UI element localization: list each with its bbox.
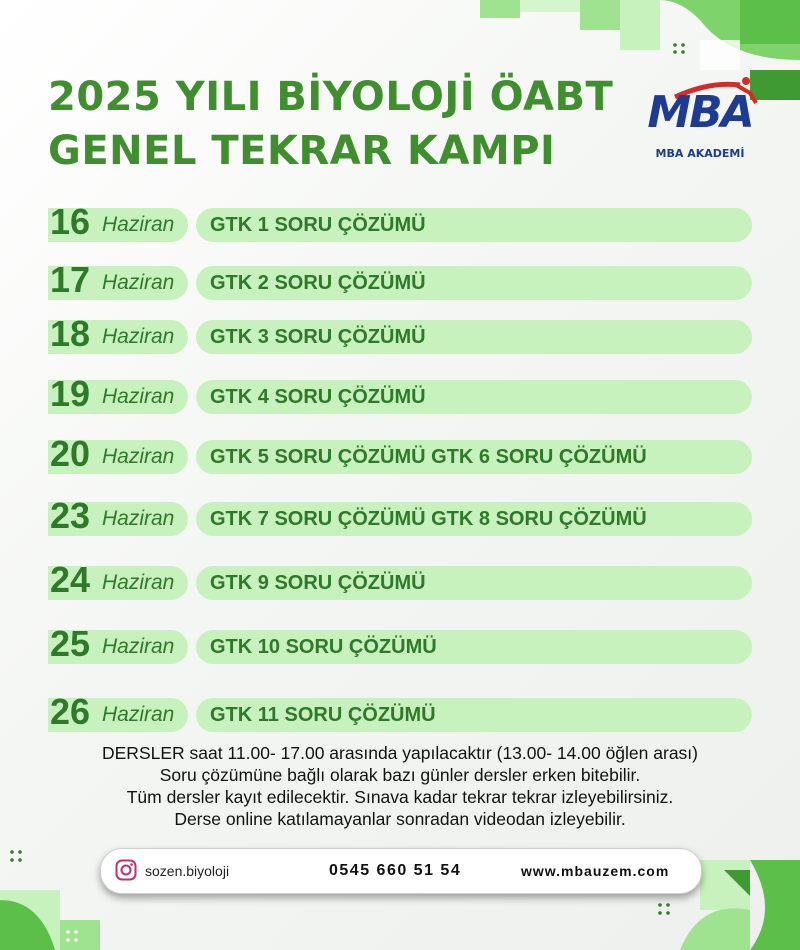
- instagram-icon[interactable]: [115, 859, 137, 881]
- phone-number[interactable]: 0545 660 51 54: [329, 862, 462, 879]
- month-label: Haziran: [102, 385, 175, 408]
- day-number: 25: [50, 623, 91, 664]
- topic-pill: [196, 630, 752, 664]
- logo-mark: MBA: [647, 87, 753, 138]
- day-number: 18: [50, 313, 91, 354]
- contact-bar: [100, 848, 702, 894]
- month-label: Haziran: [102, 635, 175, 658]
- logo-name: MBA AKADEMİ: [655, 147, 745, 160]
- topic-label: GTK 5 SORU ÇÖZÜMÜ GTK 6 SORU ÇÖZÜMÜ: [210, 446, 647, 468]
- instagram-handle[interactable]: sozen.biyoloji: [145, 863, 230, 879]
- bottom-left-decoration: [0, 840, 110, 950]
- month-label: Haziran: [102, 213, 175, 236]
- day-number: 24: [50, 559, 91, 600]
- topic-label: GTK 7 SORU ÇÖZÜMÜ GTK 8 SORU ÇÖZÜMÜ: [210, 508, 647, 530]
- mba-akademi-logo: [640, 85, 760, 175]
- topic-pill: [196, 440, 752, 474]
- page-title: [48, 70, 613, 178]
- schedule-row: [48, 494, 752, 538]
- website-link[interactable]: www.mbauzem.com: [521, 863, 670, 879]
- day-number: 17: [50, 259, 91, 300]
- topic-pill: [196, 266, 752, 300]
- topic-pill: [196, 208, 752, 242]
- topic-label: GTK 11 SORU ÇÖZÜMÜ: [210, 704, 436, 726]
- schedule-row: [48, 690, 752, 734]
- title-line-1: 2025 YILI BİYOLOJİ ÖABT: [48, 74, 614, 120]
- topic-label: GTK 1 SORU ÇÖZÜMÜ: [210, 214, 426, 236]
- topic-label: GTK 4 SORU ÇÖZÜMÜ: [210, 386, 426, 408]
- topic-pill: [196, 502, 752, 536]
- day-number: 23: [50, 495, 91, 536]
- note-line: Soru çözümüne bağlı olarak bazı günler dersler erken bitebilir.: [159, 765, 641, 785]
- topic-label: GTK 10 SORU ÇÖZÜMÜ: [210, 636, 437, 658]
- schedule-row: [48, 622, 752, 666]
- month-label: Haziran: [102, 271, 175, 294]
- month-label: Haziran: [102, 445, 175, 468]
- schedule-row: [48, 312, 752, 356]
- topic-pill: [196, 380, 752, 414]
- topic-pill: [196, 698, 752, 732]
- day-number: 26: [50, 691, 91, 732]
- day-number: 16: [50, 201, 91, 242]
- month-label: Haziran: [102, 571, 175, 594]
- notes: [0, 742, 800, 830]
- title-line-2: GENEL TEKRAR KAMPI: [48, 128, 556, 174]
- topic-label: GTK 2 SORU ÇÖZÜMÜ: [210, 272, 426, 294]
- schedule-row: [48, 372, 752, 416]
- topic-pill: [196, 566, 752, 600]
- day-number: 20: [50, 433, 91, 474]
- topic-pill: [196, 320, 752, 354]
- day-number: 19: [50, 373, 91, 414]
- schedule-row: [48, 200, 752, 244]
- schedule-row: [48, 558, 752, 602]
- note-line: DERSLER saat 11.00- 17.00 arasında yapılacaktır (13.00- 14.00 öğlen arası): [102, 743, 698, 763]
- note-line: Tüm dersler kayıt edilecektir. Sınava kadar tekrar tekrar izleyebilirsiniz.: [126, 787, 674, 807]
- month-label: Haziran: [102, 507, 175, 530]
- month-label: Haziran: [102, 703, 175, 726]
- schedule-row: [48, 258, 752, 302]
- note-line: Derse online katılamayanlar sonradan videodan izleyebilir.: [174, 809, 626, 829]
- topic-label: GTK 3 SORU ÇÖZÜMÜ: [210, 326, 426, 348]
- topic-label: GTK 9 SORU ÇÖZÜMÜ: [210, 572, 426, 594]
- month-label: Haziran: [102, 325, 175, 348]
- schedule-row: [48, 432, 752, 476]
